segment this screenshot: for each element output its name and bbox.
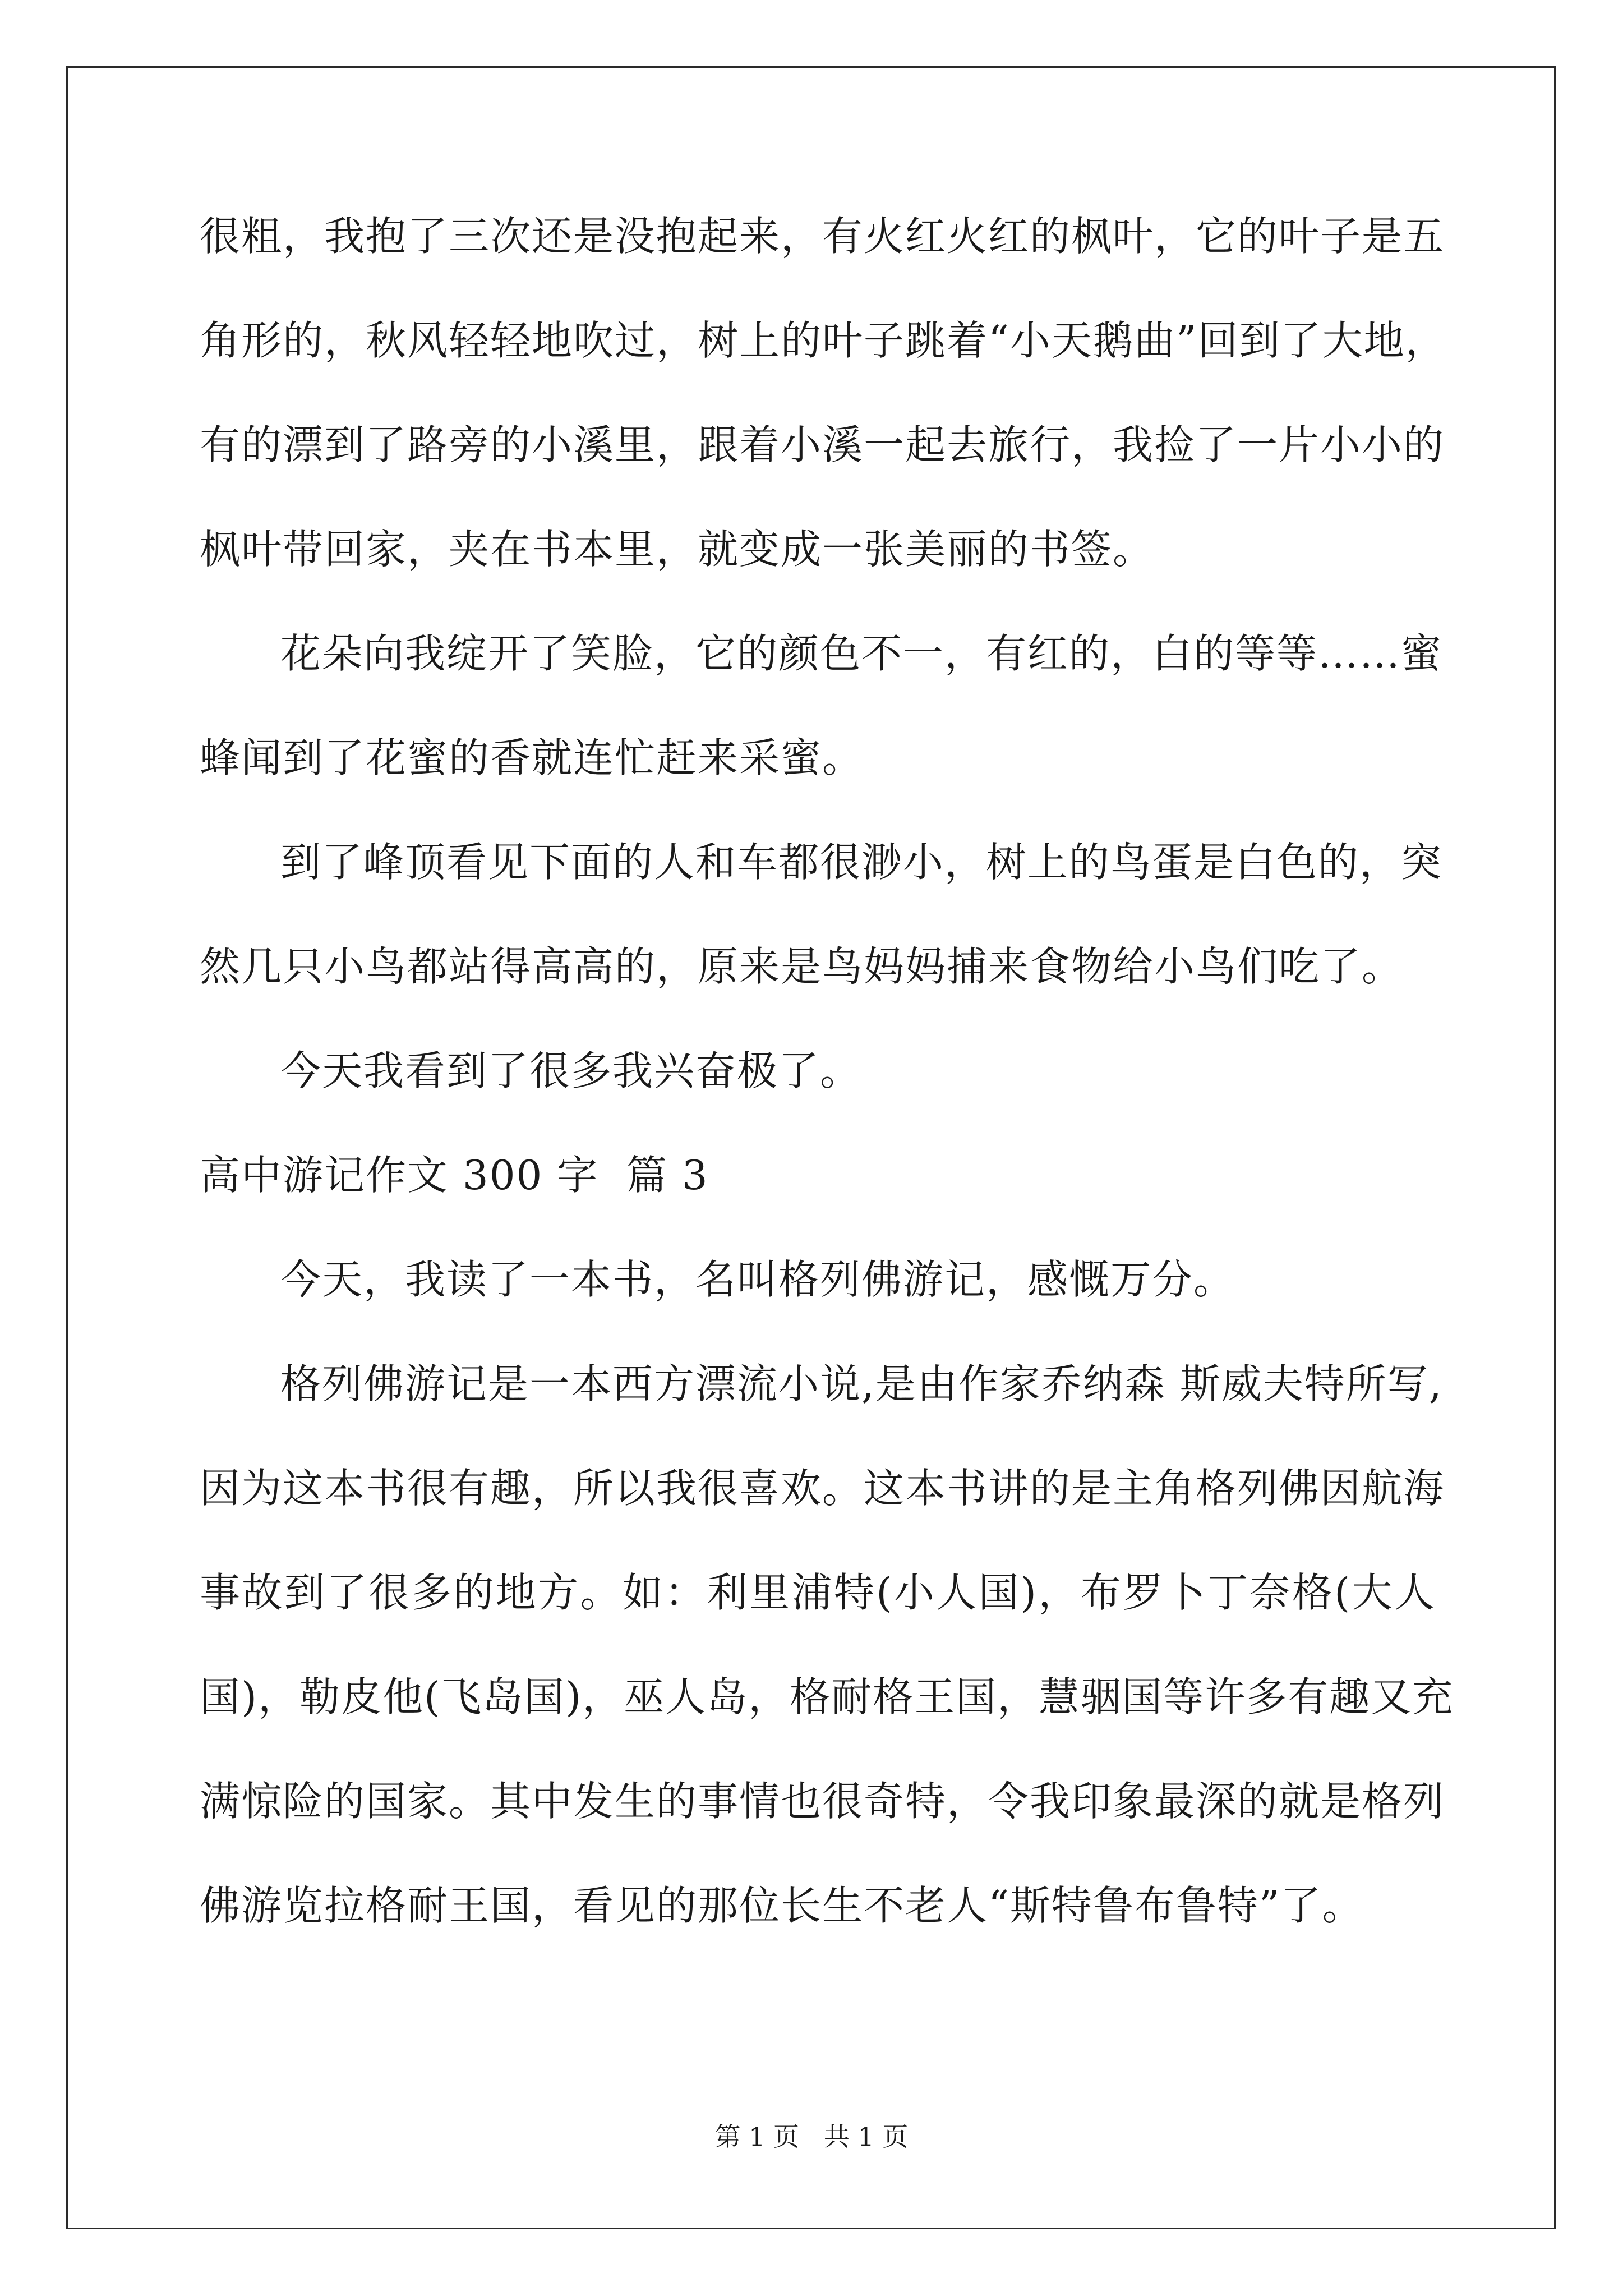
- paragraph-line: 佛游览拉格耐王国，看见的那位长生不老人“斯特鲁布鲁特”了。: [200, 1882, 1364, 1929]
- paragraph-line: 到了峰顶看见下面的人和车都很渺小，树上的鸟蛋是白色的，突: [280, 839, 1443, 886]
- paragraph-line: 有的漂到了路旁的小溪里，跟着小溪一起去旅行，我捡了一片小小的: [200, 421, 1445, 468]
- paragraph-line: 事故到了很多的地方。如：利里浦特(小人国)，布罗卜丁奈格(大人: [200, 1569, 1436, 1616]
- paragraph-line: 花朵向我绽开了笑脸，它的颜色不一，有红的，白的等等……蜜: [280, 630, 1443, 677]
- paragraph-line: 今天我看到了很多我兴奋极了。: [280, 1047, 862, 1094]
- document-body: [200, 213, 1454, 1990]
- page-footer: 第 1 页 共 1 页: [714, 2122, 909, 2152]
- paragraph-line: 蜂闻到了花蜜的香就连忙赶来采蜜。: [200, 734, 864, 781]
- paragraph-line: 因为这本书很有趣，所以我很喜欢。这本书讲的是主角格列佛因航海: [200, 1465, 1445, 1512]
- paragraph-line: 然几只小鸟都站得高高的，原来是鸟妈妈捕来食物给小鸟们吃了。: [200, 943, 1404, 990]
- paragraph-line: 今天，我读了一本书，名叫格列佛游记，感慨万分。: [280, 1256, 1235, 1303]
- paragraph-line: 格列佛游记是一本西方漂流小说,是由作家乔纳森 斯威夫特所写,: [280, 1360, 1443, 1407]
- paragraph-line: 国)，勒皮他(飞岛国)，巫人岛，格耐格王国，慧骃国等许多有趣又充: [200, 1673, 1454, 1720]
- paragraph-line: 枫叶带回家，夹在书本里，就变成一张美丽的书签。: [200, 526, 1155, 573]
- paragraph-line: 满惊险的国家。其中发生的事情也很奇特，令我印象最深的就是格列: [200, 1778, 1445, 1825]
- paragraph-line: 很粗，我抱了三次还是没抱起来，有火红火红的枫叶，它的叶子是五: [200, 213, 1445, 260]
- paragraph-line: 角形的，秋风轻轻地吹过，树上的叶子跳着“小天鹅曲”回到了大地，: [200, 317, 1447, 364]
- section-heading: 高中游记作文 300 字 篇 3: [200, 1152, 709, 1199]
